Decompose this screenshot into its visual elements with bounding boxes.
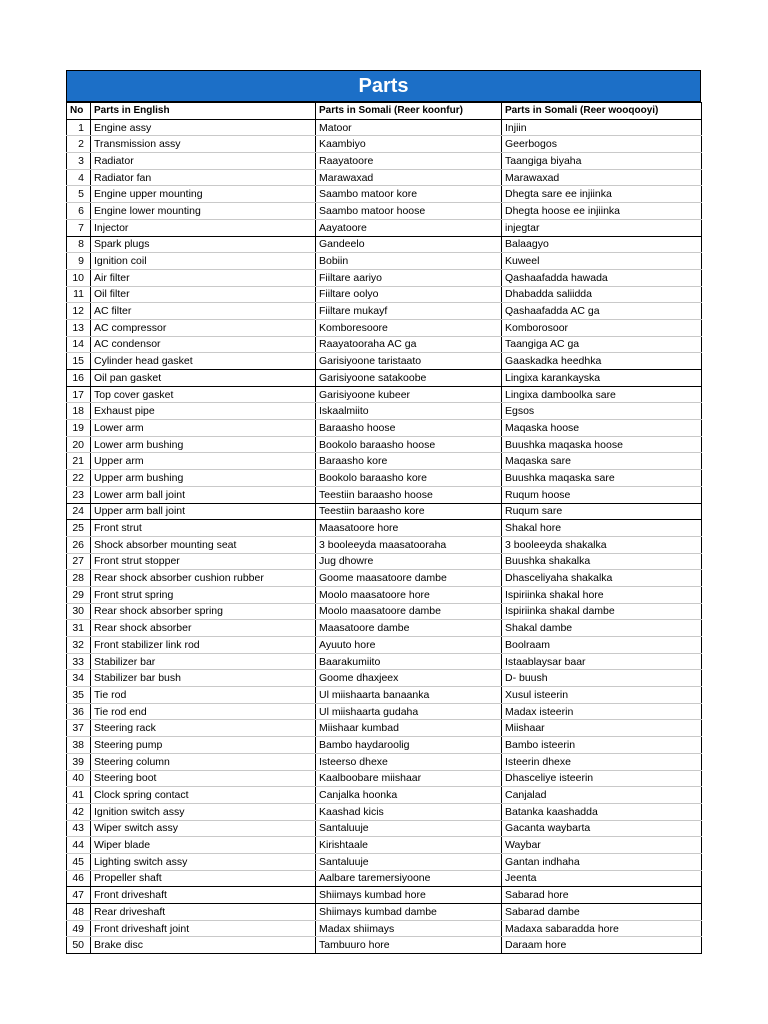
cell-english: Rear shock absorber cushion rubber xyxy=(91,570,316,587)
cell-somali-north: Kuweel xyxy=(502,253,702,270)
header-no: No xyxy=(67,103,91,120)
table-row xyxy=(67,203,702,220)
table-row xyxy=(67,370,702,387)
cell-somali-south: Canjalka hoonka xyxy=(316,787,502,804)
cell-no: 31 xyxy=(67,620,91,637)
cell-english: Wiper blade xyxy=(91,837,316,854)
table-row xyxy=(67,186,702,203)
table-row xyxy=(67,470,702,487)
cell-no: 40 xyxy=(67,770,91,787)
table-row xyxy=(67,136,702,153)
cell-somali-north: Injiin xyxy=(502,119,702,136)
cell-somali-north: Komborosoor xyxy=(502,319,702,336)
cell-somali-north: Dhasceliye isteerin xyxy=(502,770,702,787)
cell-somali-south: Goome maasatoore dambe xyxy=(316,570,502,587)
cell-somali-south: Matoor xyxy=(316,119,502,136)
cell-somali-south: Ul miishaarta gudaha xyxy=(316,703,502,720)
cell-no: 4 xyxy=(67,169,91,186)
table-row xyxy=(67,386,702,403)
cell-no: 36 xyxy=(67,703,91,720)
cell-somali-south: Tambuuro hore xyxy=(316,937,502,954)
header-english: Parts in English xyxy=(91,103,316,120)
cell-somali-south: Iskaalmiito xyxy=(316,403,502,420)
cell-english: Front strut stopper xyxy=(91,553,316,570)
cell-somali-north: Qashaafadda AC ga xyxy=(502,303,702,320)
cell-somali-south: Komboresoore xyxy=(316,319,502,336)
table-row xyxy=(67,236,702,253)
cell-english: AC compressor xyxy=(91,319,316,336)
cell-somali-south: Teestiin baraasho hoose xyxy=(316,486,502,503)
cell-no: 15 xyxy=(67,353,91,370)
cell-english: Top cover gasket xyxy=(91,386,316,403)
cell-no: 8 xyxy=(67,236,91,253)
cell-somali-north: Miishaar xyxy=(502,720,702,737)
cell-somali-north: 3 booleeyda shakalka xyxy=(502,536,702,553)
cell-english: AC condensor xyxy=(91,336,316,353)
cell-no: 32 xyxy=(67,637,91,654)
cell-no: 41 xyxy=(67,787,91,804)
cell-somali-south: Baraasho hoose xyxy=(316,420,502,437)
cell-no: 28 xyxy=(67,570,91,587)
cell-somali-south: 3 booleeyda maasatooraha xyxy=(316,536,502,553)
cell-no: 29 xyxy=(67,586,91,603)
cell-somali-north: Buushka maqaska sare xyxy=(502,470,702,487)
cell-english: Tie rod end xyxy=(91,703,316,720)
cell-somali-north: Maqaska sare xyxy=(502,453,702,470)
cell-somali-north: Ruqum hoose xyxy=(502,486,702,503)
cell-english: Engine assy xyxy=(91,119,316,136)
cell-somali-south: Fiiltare aariyo xyxy=(316,269,502,286)
cell-somali-south: Bobiin xyxy=(316,253,502,270)
cell-no: 38 xyxy=(67,737,91,754)
cell-somali-north: Marawaxad xyxy=(502,169,702,186)
cell-somali-north: Lingixa karankayska xyxy=(502,370,702,387)
cell-somali-south: Madax shiimays xyxy=(316,920,502,937)
cell-english: Stabilizer bar bush xyxy=(91,670,316,687)
table-row xyxy=(67,269,702,286)
cell-no: 6 xyxy=(67,203,91,220)
table-row xyxy=(67,520,702,537)
cell-somali-south: Jug dhowre xyxy=(316,553,502,570)
cell-somali-south: Teestiin baraasho kore xyxy=(316,503,502,520)
cell-english: Ignition switch assy xyxy=(91,803,316,820)
table-row xyxy=(67,420,702,437)
cell-no: 5 xyxy=(67,186,91,203)
cell-english: Steering pump xyxy=(91,737,316,754)
cell-english: Engine upper mounting xyxy=(91,186,316,203)
cell-somali-south: Kirishtaale xyxy=(316,837,502,854)
cell-somali-south: Moolo maasatoore dambe xyxy=(316,603,502,620)
cell-english: AC filter xyxy=(91,303,316,320)
cell-somali-south: Saambo matoor hoose xyxy=(316,203,502,220)
table-row xyxy=(67,937,702,954)
cell-no: 1 xyxy=(67,119,91,136)
cell-no: 44 xyxy=(67,837,91,854)
cell-no: 27 xyxy=(67,553,91,570)
cell-somali-north: Madaxa sabaradda hore xyxy=(502,920,702,937)
cell-somali-north: Ispiriinka shakal dambe xyxy=(502,603,702,620)
cell-no: 26 xyxy=(67,536,91,553)
cell-somali-north: D- buush xyxy=(502,670,702,687)
cell-somali-north: Ispiriinka shakal hore xyxy=(502,586,702,603)
cell-english: Propeller shaft xyxy=(91,870,316,887)
table-row xyxy=(67,703,702,720)
table-row xyxy=(67,319,702,336)
cell-somali-north: Xusul isteerin xyxy=(502,687,702,704)
cell-somali-south: Santaluuje xyxy=(316,820,502,837)
cell-somali-north: Isteerin dhexe xyxy=(502,753,702,770)
cell-english: Front stabilizer link rod xyxy=(91,637,316,654)
cell-somali-north: Madax isteerin xyxy=(502,703,702,720)
table-row xyxy=(67,536,702,553)
cell-somali-south: Kaashad kicis xyxy=(316,803,502,820)
cell-no: 12 xyxy=(67,303,91,320)
table-body xyxy=(67,119,702,953)
cell-english: Engine lower mounting xyxy=(91,203,316,220)
cell-somali-south: Garisiyoone kubeer xyxy=(316,386,502,403)
cell-somali-north: Qashaafadda hawada xyxy=(502,269,702,286)
table-row xyxy=(67,870,702,887)
header-somali-north: Parts in Somali (Reer wooqooyi) xyxy=(502,103,702,120)
cell-english: Upper arm bushing xyxy=(91,470,316,487)
cell-no: 9 xyxy=(67,253,91,270)
cell-somali-south: Kaambiyo xyxy=(316,136,502,153)
table-row xyxy=(67,603,702,620)
cell-no: 33 xyxy=(67,653,91,670)
cell-somali-south: Bookolo baraasho kore xyxy=(316,470,502,487)
cell-english: Tie rod xyxy=(91,687,316,704)
table-row xyxy=(67,837,702,854)
cell-somali-south: Moolo maasatoore hore xyxy=(316,586,502,603)
sheet-title: Parts xyxy=(66,70,701,102)
table-row xyxy=(67,553,702,570)
table-row xyxy=(67,787,702,804)
cell-no: 34 xyxy=(67,670,91,687)
cell-english: Injector xyxy=(91,219,316,236)
table-row xyxy=(67,503,702,520)
table-row xyxy=(67,153,702,170)
cell-english: Rear shock absorber spring xyxy=(91,603,316,620)
table-row xyxy=(67,637,702,654)
cell-somali-south: Baarakumiito xyxy=(316,653,502,670)
cell-somali-north: Gaaskadka heedhka xyxy=(502,353,702,370)
cell-somali-north: Buushka shakalka xyxy=(502,553,702,570)
cell-somali-north: Dhabadda saliidda xyxy=(502,286,702,303)
table-row xyxy=(67,737,702,754)
table-row xyxy=(67,820,702,837)
table-row xyxy=(67,670,702,687)
cell-somali-north: Canjalad xyxy=(502,787,702,804)
table-row xyxy=(67,336,702,353)
cell-somali-south: Garisiyoone satakoobe xyxy=(316,370,502,387)
header-somali-south: Parts in Somali (Reer koonfur) xyxy=(316,103,502,120)
cell-english: Spark plugs xyxy=(91,236,316,253)
cell-somali-north: Geerbogos xyxy=(502,136,702,153)
cell-english: Steering column xyxy=(91,753,316,770)
cell-no: 50 xyxy=(67,937,91,954)
cell-english: Lighting switch assy xyxy=(91,853,316,870)
cell-no: 47 xyxy=(67,887,91,904)
cell-somali-north: Shakal hore xyxy=(502,520,702,537)
cell-no: 37 xyxy=(67,720,91,737)
cell-somali-north: Istaablaysar baar xyxy=(502,653,702,670)
cell-english: Transmission assy xyxy=(91,136,316,153)
cell-english: Lower arm ball joint xyxy=(91,486,316,503)
cell-somali-south: Maasatoore dambe xyxy=(316,620,502,637)
cell-english: Front strut spring xyxy=(91,586,316,603)
cell-somali-south: Shiimays kumbad hore xyxy=(316,887,502,904)
cell-no: 2 xyxy=(67,136,91,153)
cell-english: Wiper switch assy xyxy=(91,820,316,837)
cell-english: Lower arm bushing xyxy=(91,436,316,453)
cell-somali-south: Aalbare taremersiyoone xyxy=(316,870,502,887)
parts-sheet xyxy=(66,70,701,954)
cell-english: Upper arm ball joint xyxy=(91,503,316,520)
cell-no: 10 xyxy=(67,269,91,286)
table-row xyxy=(67,486,702,503)
cell-no: 19 xyxy=(67,420,91,437)
cell-somali-south: Raayatoore xyxy=(316,153,502,170)
cell-english: Oil filter xyxy=(91,286,316,303)
cell-somali-north: Dhegta sare ee injiinka xyxy=(502,186,702,203)
cell-somali-north: Daraam hore xyxy=(502,937,702,954)
header-row xyxy=(67,103,702,120)
cell-english: Upper arm xyxy=(91,453,316,470)
cell-no: 49 xyxy=(67,920,91,937)
table-row xyxy=(67,453,702,470)
cell-english: Air filter xyxy=(91,269,316,286)
cell-no: 45 xyxy=(67,853,91,870)
cell-no: 43 xyxy=(67,820,91,837)
cell-somali-north: Maqaska hoose xyxy=(502,420,702,437)
cell-english: Exhaust pipe xyxy=(91,403,316,420)
cell-english: Front driveshaft xyxy=(91,887,316,904)
cell-somali-north: Gacanta waybarta xyxy=(502,820,702,837)
cell-no: 17 xyxy=(67,386,91,403)
table-row xyxy=(67,403,702,420)
cell-no: 30 xyxy=(67,603,91,620)
table-row xyxy=(67,286,702,303)
cell-somali-north: Boolraam xyxy=(502,637,702,654)
table-row xyxy=(67,687,702,704)
table-row xyxy=(67,353,702,370)
parts-table xyxy=(66,102,702,954)
cell-somali-north: injegtar xyxy=(502,219,702,236)
cell-somali-north: Bambo isteerin xyxy=(502,737,702,754)
table-row xyxy=(67,853,702,870)
cell-english: Stabilizer bar xyxy=(91,653,316,670)
cell-english: Lower arm xyxy=(91,420,316,437)
cell-no: 13 xyxy=(67,319,91,336)
table-row xyxy=(67,753,702,770)
table-row xyxy=(67,169,702,186)
cell-somali-south: Santaluuje xyxy=(316,853,502,870)
cell-no: 11 xyxy=(67,286,91,303)
cell-no: 35 xyxy=(67,687,91,704)
cell-no: 46 xyxy=(67,870,91,887)
table-row xyxy=(67,570,702,587)
cell-no: 14 xyxy=(67,336,91,353)
cell-somali-south: Bambo haydaroolig xyxy=(316,737,502,754)
cell-english: Front strut xyxy=(91,520,316,537)
table-row xyxy=(67,653,702,670)
cell-somali-north: Dhegta hoose ee injiinka xyxy=(502,203,702,220)
cell-english: Steering rack xyxy=(91,720,316,737)
cell-somali-south: Marawaxad xyxy=(316,169,502,186)
cell-somali-south: Isteerso dhexe xyxy=(316,753,502,770)
cell-somali-north: Gantan indhaha xyxy=(502,853,702,870)
table-row xyxy=(67,920,702,937)
table-row xyxy=(67,904,702,921)
table-row xyxy=(67,620,702,637)
cell-no: 7 xyxy=(67,219,91,236)
cell-no: 16 xyxy=(67,370,91,387)
table-row xyxy=(67,219,702,236)
cell-no: 22 xyxy=(67,470,91,487)
cell-somali-north: Jeenta xyxy=(502,870,702,887)
cell-somali-south: Saambo matoor kore xyxy=(316,186,502,203)
cell-no: 39 xyxy=(67,753,91,770)
cell-somali-south: Raayatooraha AC ga xyxy=(316,336,502,353)
cell-english: Brake disc xyxy=(91,937,316,954)
table-row xyxy=(67,303,702,320)
table-row xyxy=(67,253,702,270)
cell-somali-north: Batanka kaashadda xyxy=(502,803,702,820)
cell-no: 23 xyxy=(67,486,91,503)
cell-no: 25 xyxy=(67,520,91,537)
cell-english: Rear driveshaft xyxy=(91,904,316,921)
cell-no: 21 xyxy=(67,453,91,470)
cell-somali-south: Ul miishaarta banaanka xyxy=(316,687,502,704)
table-row xyxy=(67,119,702,136)
cell-somali-south: Goome dhaxjeex xyxy=(316,670,502,687)
cell-somali-north: Ruqum sare xyxy=(502,503,702,520)
cell-english: Clock spring contact xyxy=(91,787,316,804)
cell-no: 48 xyxy=(67,904,91,921)
cell-english: Steering boot xyxy=(91,770,316,787)
cell-english: Shock absorber mounting seat xyxy=(91,536,316,553)
cell-somali-south: Shiimays kumbad dambe xyxy=(316,904,502,921)
cell-no: 42 xyxy=(67,803,91,820)
table-row xyxy=(67,436,702,453)
cell-english: Rear shock absorber xyxy=(91,620,316,637)
cell-somali-south: Gandeelo xyxy=(316,236,502,253)
cell-somali-north: Balaagyo xyxy=(502,236,702,253)
cell-english: Radiator fan xyxy=(91,169,316,186)
cell-somali-north: Sabarad dambe xyxy=(502,904,702,921)
cell-somali-south: Fiiltare mukayf xyxy=(316,303,502,320)
cell-somali-north: Buushka maqaska hoose xyxy=(502,436,702,453)
cell-somali-south: Kaalboobare miishaar xyxy=(316,770,502,787)
cell-somali-north: Shakal dambe xyxy=(502,620,702,637)
cell-somali-north: Egsos xyxy=(502,403,702,420)
table-row xyxy=(67,586,702,603)
cell-somali-south: Miishaar kumbad xyxy=(316,720,502,737)
cell-somali-south: Maasatoore hore xyxy=(316,520,502,537)
table-row xyxy=(67,770,702,787)
cell-somali-north: Lingixa damboolka sare xyxy=(502,386,702,403)
cell-somali-south: Baraasho kore xyxy=(316,453,502,470)
cell-somali-south: Ayuuto hore xyxy=(316,637,502,654)
cell-somali-south: Aayatoore xyxy=(316,219,502,236)
cell-no: 18 xyxy=(67,403,91,420)
table-row xyxy=(67,887,702,904)
cell-english: Front driveshaft joint xyxy=(91,920,316,937)
cell-somali-south: Bookolo baraasho hoose xyxy=(316,436,502,453)
cell-somali-north: Waybar xyxy=(502,837,702,854)
cell-somali-north: Taangiga AC ga xyxy=(502,336,702,353)
cell-somali-north: Sabarad hore xyxy=(502,887,702,904)
cell-somali-north: Taangiga biyaha xyxy=(502,153,702,170)
cell-somali-north: Dhasceliyaha shakalka xyxy=(502,570,702,587)
table-row xyxy=(67,720,702,737)
table-row xyxy=(67,803,702,820)
cell-english: Cylinder head gasket xyxy=(91,353,316,370)
cell-english: Radiator xyxy=(91,153,316,170)
cell-no: 20 xyxy=(67,436,91,453)
cell-no: 3 xyxy=(67,153,91,170)
cell-english: Ignition coil xyxy=(91,253,316,270)
cell-english: Oil pan gasket xyxy=(91,370,316,387)
cell-somali-south: Garisiyoone taristaato xyxy=(316,353,502,370)
cell-somali-south: Fiiltare oolyo xyxy=(316,286,502,303)
cell-no: 24 xyxy=(67,503,91,520)
